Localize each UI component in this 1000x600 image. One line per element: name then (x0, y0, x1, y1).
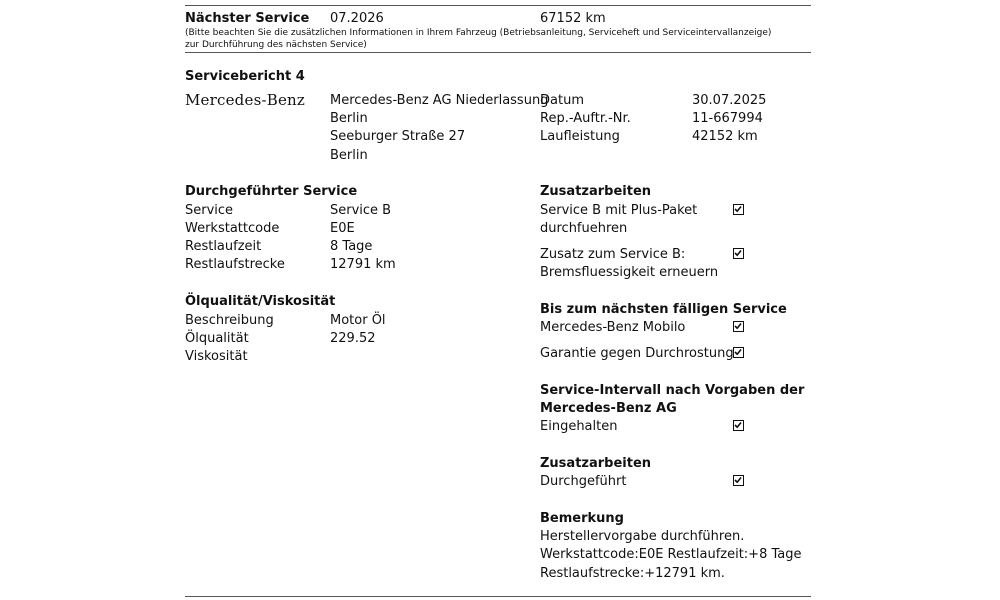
performed-service-label: Werkstattcode (185, 221, 280, 236)
info-label: Laufleistung (540, 129, 620, 144)
until-next-title: Bis zum nächsten fälligen Service (540, 302, 787, 317)
checkbox[interactable] (733, 420, 744, 431)
interval-title: Service-Intervall nach Vorgaben der (540, 383, 805, 398)
info-value: 42152 km (692, 129, 758, 144)
next-service-date: 07.2026 (330, 11, 384, 26)
dealer-city-2: Berlin (330, 148, 368, 163)
info-value: 30.07.2025 (692, 93, 767, 108)
oil-title: Ölqualität/Viskosität (185, 294, 336, 309)
performed-service-value: 12791 km (330, 257, 396, 272)
info-label: Datum (540, 93, 584, 108)
checkmark-icon (734, 476, 742, 484)
oil-label: Viskosität (185, 349, 248, 364)
oil-value: 229.52 (330, 331, 376, 346)
additional-work-title: Zusatzarbeiten (540, 184, 652, 199)
next-service-mileage: 67152 km (540, 11, 606, 26)
bottom-divider (185, 596, 811, 597)
additional-work-2-title: Zusatzarbeiten (540, 456, 652, 471)
dealer-name: Mercedes-Benz AG Niederlassung (330, 93, 549, 108)
remark-title: Bemerkung (540, 511, 624, 526)
checkbox[interactable] (733, 475, 744, 486)
dealer-street: Seeburger Straße 27 (330, 129, 466, 144)
performed-service-value: Service B (330, 203, 392, 218)
until-next-item: Mercedes-Benz Mobilo (540, 320, 686, 335)
top-divider (185, 5, 811, 6)
checkbox[interactable] (733, 321, 744, 332)
until-next-item: Garantie gegen Durchrostung (540, 346, 734, 361)
interval-title-2: Mercedes-Benz AG (540, 401, 677, 416)
next-service-label: Nächster Service (185, 11, 310, 26)
additional-work-item-line: Zusatz zum Service B: (540, 247, 686, 262)
info-label: Rep.-Auftr.-Nr. (540, 111, 631, 126)
next-service-note: (Bitte beachten Sie die zusätzlichen Informationen in Ihrem Fahrzeug (Betriebsanleitung, Serviceheft und Serviceintervallanzeige) zur Durchführung des nächsten Service) (185, 28, 772, 50)
performed-service-value: E0E (330, 221, 355, 236)
checkmark-icon (734, 348, 742, 356)
remark-line: Werkstattcode:E0E Restlaufzeit:+8 Tage (540, 547, 802, 562)
performed-service-value: 8 Tage (330, 239, 373, 254)
additional-work-item-line: Service B mit Plus-Paket (540, 203, 698, 218)
mercedes-benz-logo: Mercedes-Benz (185, 91, 305, 109)
checkmark-icon (734, 421, 742, 429)
performed-service-label: Restlaufstrecke (185, 257, 285, 272)
report-title: Servicebericht 4 (185, 69, 305, 84)
oil-value: Motor Öl (330, 313, 386, 328)
checkmark-icon (734, 205, 742, 213)
checkmark-icon (734, 249, 742, 257)
performed-service-title: Durchgeführter Service (185, 184, 358, 199)
section-divider (185, 52, 811, 53)
remark-line: Herstellervorgabe durchführen. (540, 529, 745, 544)
remark-line: Restlaufstrecke:+12791 km. (540, 566, 725, 581)
dealer-city: Berlin (330, 111, 368, 126)
additional-work-item-line: durchfuehren (540, 221, 628, 236)
additional-work-2-item: Durchgeführt (540, 474, 627, 489)
checkbox[interactable] (733, 347, 744, 358)
additional-work-item-line: Bremsfluessigkeit erneuern (540, 265, 719, 280)
oil-label: Ölqualität (185, 331, 249, 346)
performed-service-label: Service (185, 203, 234, 218)
oil-label: Beschreibung (185, 313, 274, 328)
performed-service-label: Restlaufzeit (185, 239, 262, 254)
checkbox[interactable] (733, 204, 744, 215)
info-value: 11-667994 (692, 111, 763, 126)
checkmark-icon (734, 322, 742, 330)
checkbox[interactable] (733, 248, 744, 259)
interval-item: Eingehalten (540, 419, 618, 434)
